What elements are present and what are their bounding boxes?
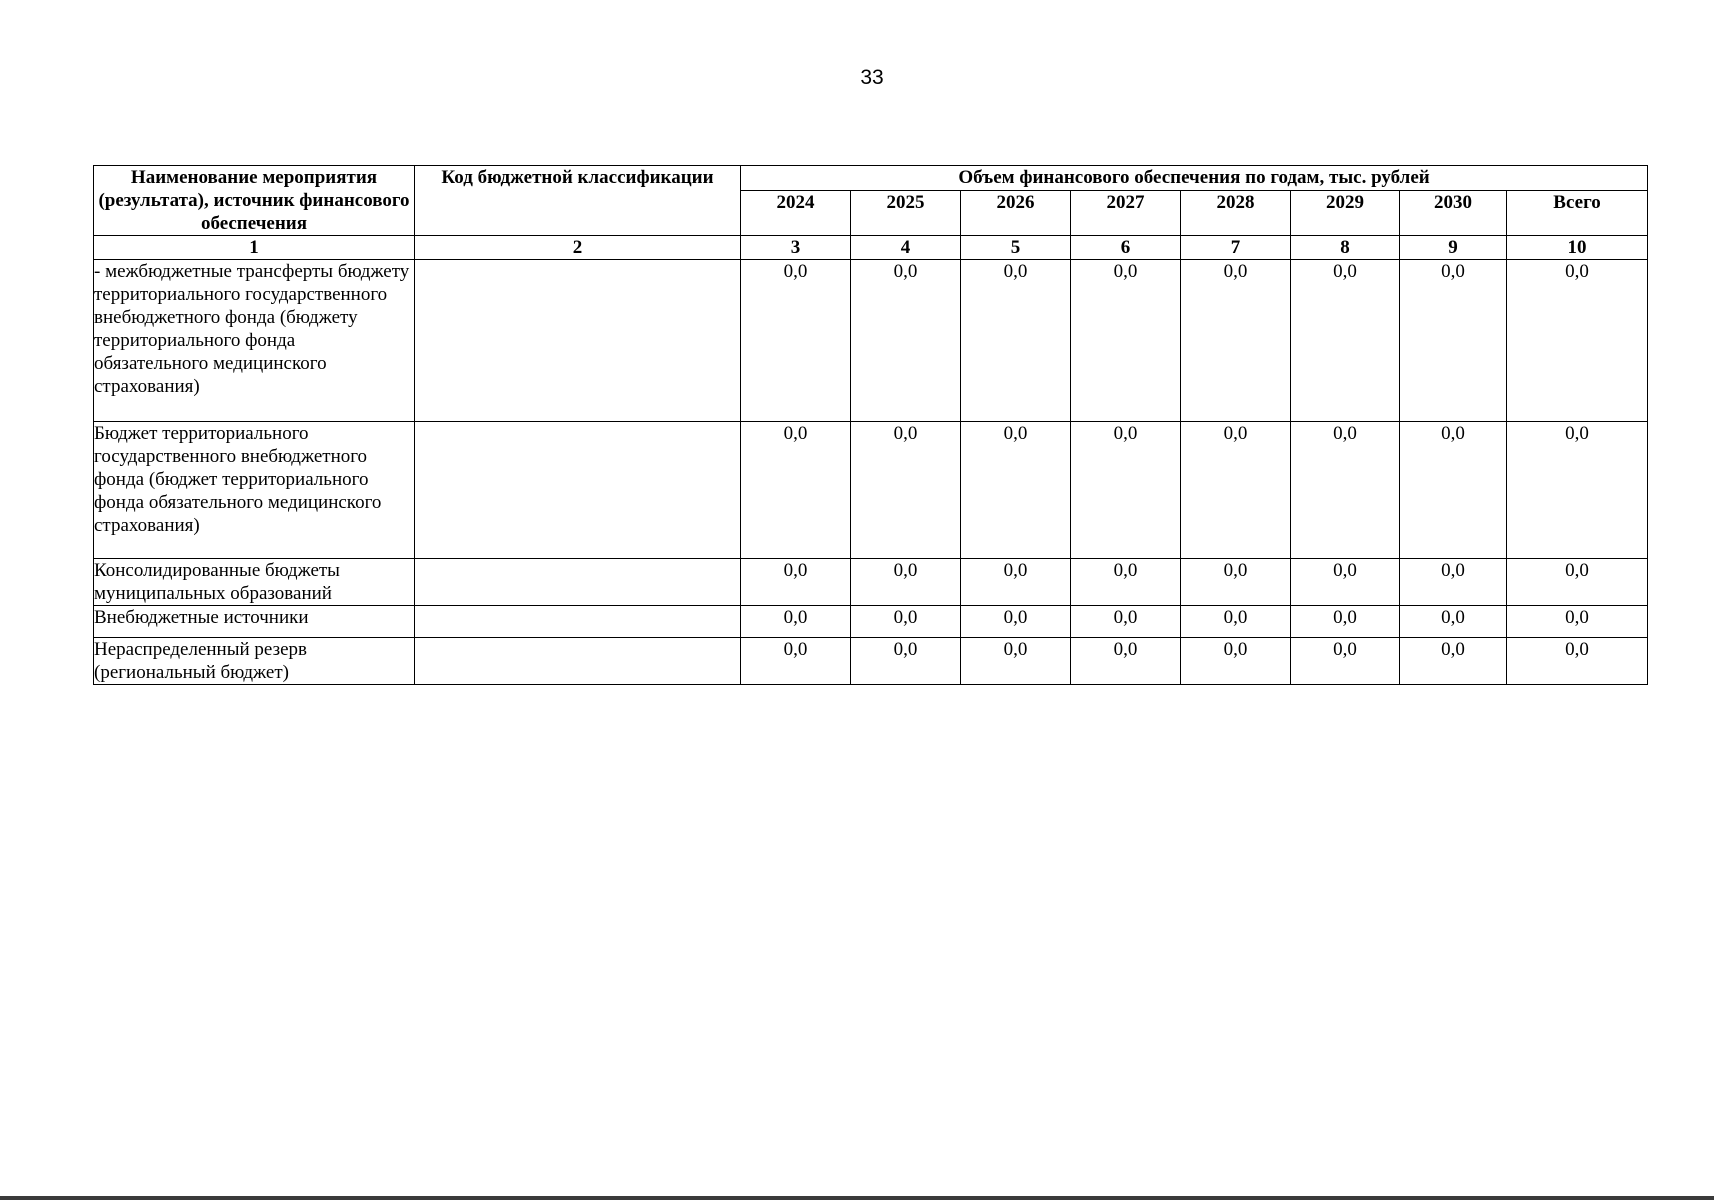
row-value-cell: 0,0 <box>741 559 851 606</box>
row-value-cell: 0,0 <box>1071 559 1181 606</box>
row-value-cell: 0,0 <box>1291 606 1400 638</box>
header-year-cell: 2025 <box>851 191 961 236</box>
row-value-cell: 0,0 <box>1400 422 1507 559</box>
table-row <box>94 559 1648 606</box>
row-value-cell: 0,0 <box>851 559 961 606</box>
row-value-cell: 0,0 <box>1400 606 1507 638</box>
row-value-cell: 0,0 <box>961 638 1071 685</box>
row-value-cell: 0,0 <box>1291 422 1400 559</box>
row-value-cell: 0,0 <box>1507 260 1648 422</box>
row-value-cell: 0,0 <box>741 422 851 559</box>
row-value-cell: 0,0 <box>1181 606 1291 638</box>
row-value-cell: 0,0 <box>1071 606 1181 638</box>
column-number-cell: 9 <box>1400 236 1507 260</box>
row-value-cell: 0,0 <box>1071 638 1181 685</box>
column-number-cell: 8 <box>1291 236 1400 260</box>
row-value-cell: 0,0 <box>1400 559 1507 606</box>
column-number-cell: 10 <box>1507 236 1648 260</box>
row-name-cell: - межбюджетные трансферты бюджету территориального государственного внебюджетного фонда (бюджету территориального фонда обязательного медицинского страхования) <box>94 260 415 422</box>
row-code-cell <box>415 606 741 638</box>
row-value-cell: 0,0 <box>1291 260 1400 422</box>
row-name-cell: Бюджет территориального государственного внебюджетного фонда (бюджет территориального фонда обязательного медицинского страхования) <box>94 422 415 559</box>
header-volume-group: Объем финансового обеспечения по годам, тыс. рублей <box>741 166 1648 191</box>
row-value-cell: 0,0 <box>1291 638 1400 685</box>
row-value-cell: 0,0 <box>851 260 961 422</box>
row-value-cell: 0,0 <box>1071 422 1181 559</box>
row-value-cell: 0,0 <box>1181 422 1291 559</box>
row-value-cell: 0,0 <box>961 260 1071 422</box>
header-name-column: Наименование мероприятия (результата), источник финансового обеспечения <box>94 166 415 236</box>
row-value-cell: 0,0 <box>1291 559 1400 606</box>
header-year-cell: 2024 <box>741 191 851 236</box>
column-number-cell: 4 <box>851 236 961 260</box>
row-code-cell <box>415 422 741 559</box>
page-number: 33 <box>860 66 884 89</box>
column-number-cell: 6 <box>1071 236 1181 260</box>
table-row <box>94 422 1648 559</box>
scan-bottom-edge <box>0 1196 1714 1200</box>
row-code-cell <box>415 260 741 422</box>
row-name-cell: Консолидированные бюджеты муниципальных образований <box>94 559 415 606</box>
row-value-cell: 0,0 <box>1400 260 1507 422</box>
row-value-cell: 0,0 <box>961 559 1071 606</box>
row-value-cell: 0,0 <box>851 422 961 559</box>
column-number-cell: 2 <box>415 236 741 260</box>
column-number-cell: 3 <box>741 236 851 260</box>
column-number-cell: 5 <box>961 236 1071 260</box>
table-body <box>94 260 1648 685</box>
row-value-cell: 0,0 <box>851 638 961 685</box>
header-year-cell: 2028 <box>1181 191 1291 236</box>
column-numbers-row <box>94 236 1648 260</box>
header-year-cell: 2029 <box>1291 191 1400 236</box>
row-value-cell: 0,0 <box>961 606 1071 638</box>
row-value-cell: 0,0 <box>961 422 1071 559</box>
row-value-cell: 0,0 <box>741 260 851 422</box>
header-year-cell: 2026 <box>961 191 1071 236</box>
row-code-cell <box>415 638 741 685</box>
row-value-cell: 0,0 <box>741 606 851 638</box>
row-value-cell: 0,0 <box>1181 638 1291 685</box>
row-value-cell: 0,0 <box>1507 559 1648 606</box>
row-name-cell: Нераспределенный резерв (региональный бюджет) <box>94 638 415 685</box>
row-name-cell: Внебюджетные источники <box>94 606 415 638</box>
header-year-cell: 2027 <box>1071 191 1181 236</box>
row-value-cell: 0,0 <box>1507 422 1648 559</box>
table-row <box>94 606 1648 638</box>
header-code-column: Код бюджетной классификации <box>415 166 741 236</box>
row-value-cell: 0,0 <box>1507 606 1648 638</box>
row-code-cell <box>415 559 741 606</box>
row-value-cell: 0,0 <box>1181 260 1291 422</box>
header-year-cell: Всего <box>1507 191 1648 236</box>
row-value-cell: 0,0 <box>1181 559 1291 606</box>
header-year-cell: 2030 <box>1400 191 1507 236</box>
column-number-cell: 7 <box>1181 236 1291 260</box>
row-value-cell: 0,0 <box>1507 638 1648 685</box>
row-value-cell: 0,0 <box>741 638 851 685</box>
financing-table <box>93 165 1648 685</box>
table-row <box>94 260 1648 422</box>
table-row <box>94 638 1648 685</box>
column-number-cell: 1 <box>94 236 415 260</box>
row-value-cell: 0,0 <box>1400 638 1507 685</box>
row-value-cell: 0,0 <box>1071 260 1181 422</box>
row-value-cell: 0,0 <box>851 606 961 638</box>
